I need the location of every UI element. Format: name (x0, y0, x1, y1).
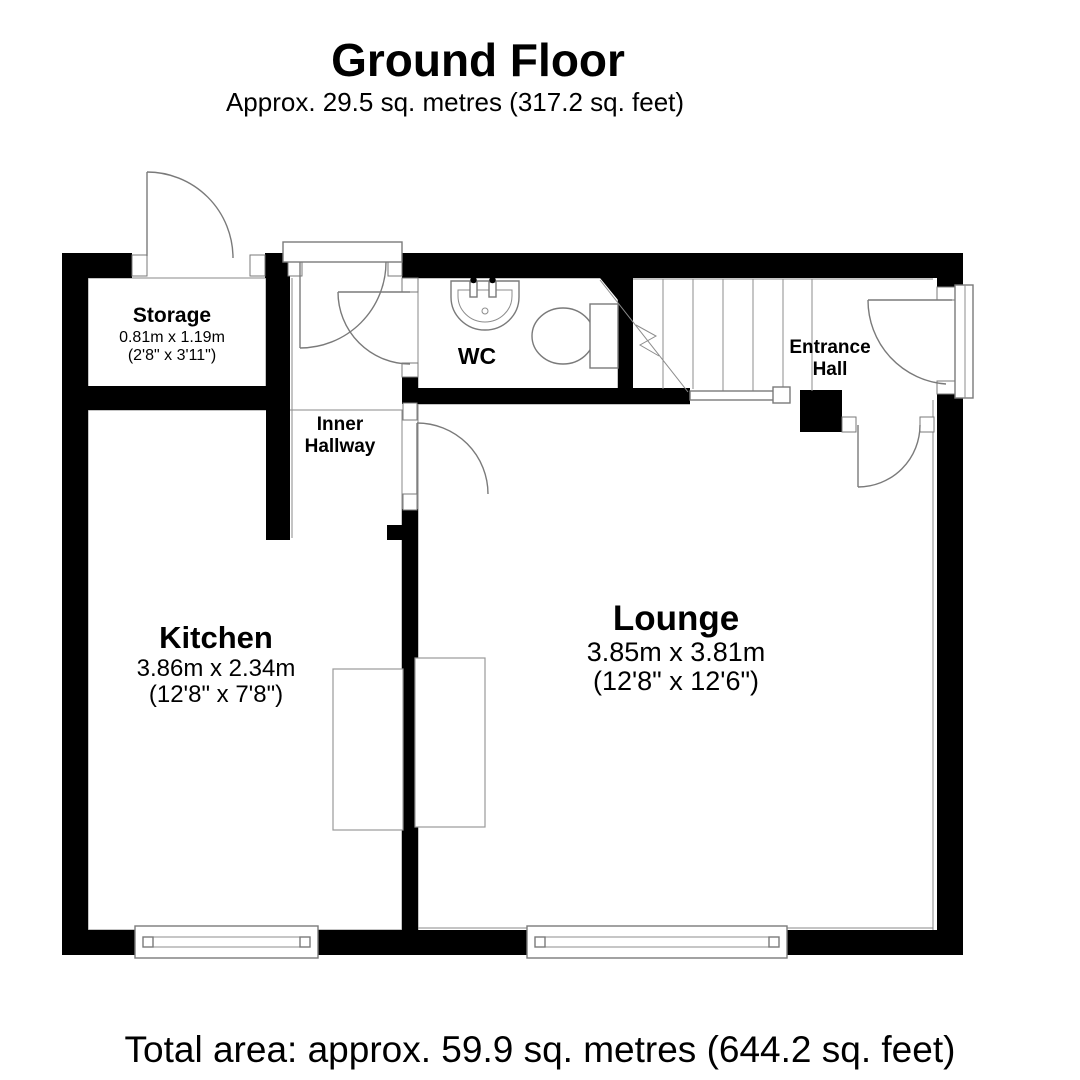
stairs-newel-post (773, 387, 790, 403)
entrance-hall-label-line1: Entrance (789, 337, 871, 358)
wall-right-lower (937, 393, 963, 955)
wall-right-upper (937, 253, 963, 288)
wall-bottom-mid (318, 930, 527, 955)
storage-door-jamb-right (250, 255, 265, 276)
wc-door-jamb-bottom (402, 363, 418, 377)
hallway-lounge-door-jamb-bottom (403, 494, 417, 510)
storage-exterior-door (147, 172, 233, 258)
kitchen-window (135, 926, 318, 958)
lounge-unit (415, 658, 485, 827)
hallway-lounge-door (417, 423, 488, 494)
hall-lounge-door (858, 425, 920, 487)
lounge-window (527, 926, 787, 958)
inner-hallway-label-line1: Inner (316, 414, 364, 435)
wall-hallway-wc-mid (402, 377, 418, 388)
hall-lounge-door-arc (858, 425, 920, 487)
hallway-lounge-door-arc (417, 423, 488, 494)
kitchen-dims-metric: 3.86m x 2.34m (136, 655, 296, 682)
kitchen-dims-imperial: (12'8" x 7'8") (148, 681, 284, 708)
storage-label: Storage (132, 304, 212, 327)
hall-lounge-door-jamb-right (920, 417, 934, 432)
wc-door-jamb-top (402, 278, 418, 292)
inner-hallway-label-line2: Hallway (304, 436, 376, 457)
page-subtitle: Approx. 29.5 sq. metres (317.2 sq. feet) (225, 87, 685, 117)
wc-door (338, 292, 410, 364)
wall-top-left (62, 253, 132, 278)
hall-lounge-door-jamb-left (842, 417, 856, 432)
total-area-text: Total area: approx. 59.9 sq. metres (644.2 sq. feet) (124, 1029, 956, 1070)
front-door-jamb-top (937, 287, 956, 300)
back-door-arc (300, 262, 386, 348)
sink-icon (451, 277, 519, 330)
wall-hallway-wc-top (402, 253, 420, 278)
toilet-icon (532, 304, 618, 368)
kitchen-counter (333, 669, 403, 830)
hallway-lounge-door-jamb-top (403, 403, 417, 420)
wall-hall-block (800, 390, 842, 432)
lounge-label: Lounge (612, 599, 740, 638)
wall-wc-lounge (402, 388, 690, 404)
storage-dims-imperial: (2'8" x 3'11") (127, 347, 217, 364)
hallway-transom-window (283, 242, 402, 262)
front-door (868, 300, 952, 384)
wc-door-arc (338, 292, 410, 364)
lounge-dims-metric: 3.85m x 3.81m (586, 637, 766, 667)
wall-bottom-right (787, 930, 963, 955)
wall-storage-bottom (62, 386, 290, 410)
wall-top-right (402, 253, 963, 278)
wc-label: WC (457, 343, 497, 369)
stairs-handrail (690, 391, 775, 400)
storage-door-jamb-left (132, 255, 147, 276)
wall-bottom-left (62, 930, 135, 955)
kitchen-label: Kitchen (159, 620, 273, 655)
wall-kitchen-lounge-foot (387, 525, 418, 540)
entrance-hall-label-line2: Hall (812, 359, 848, 380)
front-door-frame (955, 285, 973, 398)
back-door (300, 262, 386, 348)
lounge-dims-imperial: (12'8" x 12'6") (592, 666, 760, 696)
front-door-arc (868, 300, 946, 384)
storage-dims-metric: 0.81m x 1.19m (119, 329, 225, 346)
storage-door-arc (147, 172, 233, 258)
page-title: Ground Floor (331, 34, 625, 86)
wall-left (62, 253, 88, 955)
